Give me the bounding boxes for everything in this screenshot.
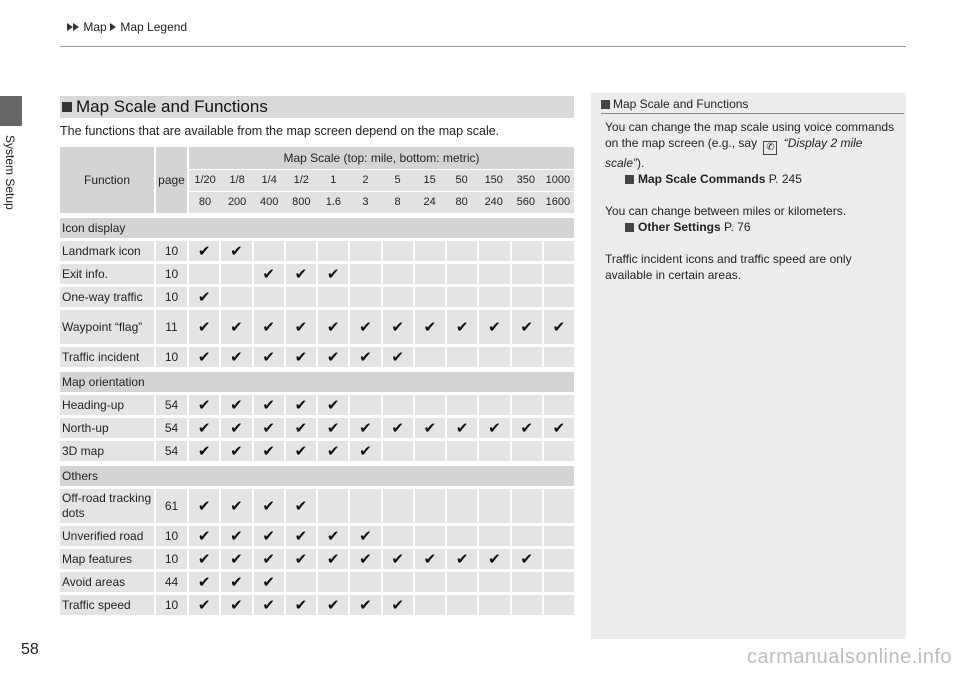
scale-km-label: 560 [516,196,535,208]
empty-cell [512,595,542,615]
empty-cell [383,572,413,592]
empty-cell [286,572,316,592]
empty-cell [286,287,316,307]
check-mark-icon: ✔ [350,310,380,344]
check-mark-icon: ✔ [318,310,348,344]
scale-mile-label: 5 [394,174,401,186]
reference-arrow-icon [625,175,634,184]
check-mark-icon: ✔ [318,441,348,461]
scale-mile-label: 1/4 [261,174,277,186]
table-row [60,287,574,307]
function-cell: One-way traffic [60,287,154,307]
breadcrumb-item-map[interactable]: Map [83,20,107,34]
check-mark-icon: ✔ [512,418,542,438]
check-mark-icon: ✔ [350,347,380,367]
empty-cell [479,264,509,284]
empty-cell [350,489,380,523]
check-mark-icon: ✔ [318,264,348,284]
square-bullet-icon [62,102,72,112]
header-divider [60,46,906,47]
page-cell: 44 [156,572,187,592]
check-mark-icon: ✔ [221,418,251,438]
check-mark-icon: ✔ [286,264,316,284]
empty-cell [383,489,413,523]
check-mark-icon: ✔ [254,418,284,438]
scale-km-label: 200 [227,196,247,208]
check-mark-icon: ✔ [189,526,219,546]
table-row [60,595,574,615]
scale-mile-label: 2 [362,174,369,186]
empty-cell [383,441,413,461]
function-cell: Waypoint “flag” [60,310,154,344]
cross-reference[interactable] [605,171,897,187]
check-mark-icon: ✔ [286,549,316,569]
empty-cell [512,572,542,592]
check-mark-icon: ✔ [415,310,445,344]
scale-km-label: 1600 [545,196,571,208]
empty-cell [350,241,380,261]
check-mark-icon: ✔ [479,549,509,569]
table-row [60,418,574,438]
empty-cell [512,441,542,461]
empty-cell [447,287,477,307]
empty-cell [383,287,413,307]
empty-cell [479,241,509,261]
check-mark-icon: ✔ [286,310,316,344]
category-row: Map orientation [60,372,574,392]
scale-mile-label: 15 [423,174,436,186]
scale-mile-label: 1/2 [293,174,309,186]
scale-mile-label: 150 [484,174,503,186]
notes-body [605,119,897,299]
check-mark-icon: ✔ [254,441,284,461]
reference-arrow-icon [625,223,634,232]
check-mark-icon: ✔ [286,347,316,367]
empty-cell [447,489,477,523]
check-mark-icon: ✔ [415,549,445,569]
check-mark-icon: ✔ [383,347,413,367]
scale-km-row [189,192,574,213]
check-mark-icon: ✔ [221,549,251,569]
table-body [60,218,574,615]
empty-cell [318,489,348,523]
scale-km-label: 80 [455,196,468,208]
empty-cell [221,287,251,307]
empty-cell [415,489,445,523]
empty-cell [479,287,509,307]
empty-cell [254,287,284,307]
check-mark-icon: ✔ [189,395,219,415]
empty-cell [415,395,445,415]
check-mark-icon: ✔ [318,347,348,367]
empty-cell [544,264,574,284]
empty-cell [544,441,574,461]
check-mark-icon: ✔ [189,572,219,592]
page-cell: 10 [156,287,187,307]
section-heading [60,96,574,118]
function-cell: North-up [60,418,154,438]
function-cell: Exit info. [60,264,154,284]
empty-cell [447,595,477,615]
empty-cell [350,287,380,307]
check-mark-icon: ✔ [383,549,413,569]
check-mark-icon: ✔ [479,310,509,344]
empty-cell [318,241,348,261]
breadcrumb-arrow-icon [73,23,79,31]
check-mark-icon: ✔ [254,549,284,569]
table-row [60,572,574,592]
function-cell: Landmark icon [60,241,154,261]
empty-cell [415,441,445,461]
empty-cell [512,526,542,546]
check-mark-icon: ✔ [221,572,251,592]
empty-cell [447,241,477,261]
empty-cell [512,241,542,261]
function-cell: Off-road tracking dots [60,489,154,523]
check-mark-icon: ✔ [189,287,219,307]
table-row [60,526,574,546]
note-paragraph-units [605,203,897,235]
map-scale-table [60,147,574,615]
empty-cell [447,526,477,546]
function-cell: Traffic incident [60,347,154,367]
scale-mile-label: 350 [516,174,535,186]
check-mark-icon: ✔ [189,347,219,367]
scale-mile-label: 50 [455,174,468,186]
check-mark-icon: ✔ [189,418,219,438]
check-mark-icon: ✔ [479,418,509,438]
empty-cell [350,572,380,592]
empty-cell [512,489,542,523]
empty-cell [415,287,445,307]
check-mark-icon: ✔ [221,395,251,415]
empty-cell [383,395,413,415]
cross-reference[interactable] [605,219,897,235]
empty-cell [415,526,445,546]
empty-cell [254,241,284,261]
check-mark-icon: ✔ [221,595,251,615]
empty-cell [479,395,509,415]
empty-cell [544,241,574,261]
empty-cell [447,572,477,592]
notes-divider [601,113,904,114]
function-cell: Traffic speed [60,595,154,615]
check-mark-icon: ✔ [415,418,445,438]
empty-cell [544,595,574,615]
check-mark-icon: ✔ [544,418,574,438]
empty-cell [447,264,477,284]
check-mark-icon: ✔ [254,395,284,415]
page-cell: 11 [156,310,187,344]
check-mark-icon: ✔ [286,395,316,415]
empty-cell [415,264,445,284]
function-cell: Unverified road [60,526,154,546]
check-mark-icon: ✔ [350,549,380,569]
empty-cell [544,549,574,569]
check-mark-icon: ✔ [286,418,316,438]
table-row [60,310,574,344]
empty-cell [544,287,574,307]
check-mark-icon: ✔ [221,241,251,261]
empty-cell [544,526,574,546]
empty-cell [383,264,413,284]
header-page: page [156,147,187,213]
empty-cell [447,395,477,415]
empty-cell [544,347,574,367]
empty-cell [512,347,542,367]
note-voice-quote: “Display 2 mile scale” [605,136,863,170]
empty-cell [544,489,574,523]
empty-cell [350,264,380,284]
function-cell: Avoid areas [60,572,154,592]
empty-cell [447,441,477,461]
check-mark-icon: ✔ [512,310,542,344]
header-map-scale: Map Scale (top: mile, bottom: metric) [189,147,574,169]
notes-panel [591,93,906,639]
header-function: Function [60,147,154,213]
page-cell: 10 [156,264,187,284]
check-mark-icon: ✔ [447,310,477,344]
check-mark-icon: ✔ [286,441,316,461]
empty-cell [512,264,542,284]
table-row [60,241,574,261]
scale-km-label: 240 [484,196,503,208]
page-cell: 10 [156,526,187,546]
page-cell: 10 [156,595,187,615]
scale-km-label: 800 [292,196,311,208]
check-mark-icon: ✔ [254,572,284,592]
check-mark-icon: ✔ [286,489,316,523]
page-cell: 61 [156,489,187,523]
check-mark-icon: ✔ [318,418,348,438]
scale-km-label: 80 [198,196,212,208]
check-mark-icon: ✔ [318,395,348,415]
check-mark-icon: ✔ [254,347,284,367]
chapter-label: System Setup [3,135,17,210]
breadcrumb-item-map-legend[interactable]: Map Legend [120,20,188,34]
reference-page: P. 245 [768,172,802,186]
check-mark-icon: ✔ [350,595,380,615]
check-mark-icon: ✔ [189,595,219,615]
note-text: You can change between miles or kilometers. [605,204,847,218]
empty-cell [479,441,509,461]
table-header [60,147,574,213]
check-mark-icon: ✔ [350,418,380,438]
empty-cell [479,347,509,367]
check-mark-icon: ✔ [383,418,413,438]
check-mark-icon: ✔ [254,526,284,546]
check-mark-icon: ✔ [350,441,380,461]
function-cell: Map features [60,549,154,569]
empty-cell [189,264,219,284]
scale-mile-label: 1/20 [194,174,216,186]
empty-cell [479,489,509,523]
note-icon [601,100,610,109]
page-cell: 54 [156,441,187,461]
empty-cell [415,347,445,367]
check-mark-icon: ✔ [189,441,219,461]
reference-label[interactable]: Map Scale Commands [638,172,766,186]
check-mark-icon: ✔ [318,595,348,615]
scale-km-label: 8 [394,196,401,208]
notes-title-text: Map Scale and Functions [613,97,749,111]
empty-cell [415,241,445,261]
check-mark-icon: ✔ [254,264,284,284]
section-title: Map Scale and Functions [76,97,268,116]
scale-mile-label: 1 [330,174,337,186]
scale-km-label: 1.6 [325,196,341,208]
empty-cell [479,572,509,592]
voice-command-icon: ✆ [763,141,777,155]
breadcrumb-arrow-icon [110,23,116,31]
scale-mile-label: 1000 [545,174,571,186]
check-mark-icon: ✔ [254,595,284,615]
table-row [60,489,574,523]
page-cell: 10 [156,241,187,261]
check-mark-icon: ✔ [189,310,219,344]
category-row: Icon display [60,218,574,238]
check-mark-icon: ✔ [189,489,219,523]
empty-cell [383,526,413,546]
chapter-tab [0,96,22,126]
empty-cell [286,241,316,261]
page-number: 58 [21,641,39,658]
note-text-end: ). [637,156,645,170]
watermark: carmanualsonline.info [746,646,952,668]
check-mark-icon: ✔ [383,595,413,615]
empty-cell [383,241,413,261]
scale-km-label: 24 [423,196,436,208]
notes-title [601,97,748,111]
category-row: Others [60,466,574,486]
table-row [60,441,574,461]
check-mark-icon: ✔ [221,310,251,344]
empty-cell [415,572,445,592]
check-mark-icon: ✔ [286,595,316,615]
empty-cell [544,572,574,592]
table-row [60,549,574,569]
check-mark-icon: ✔ [286,526,316,546]
check-mark-icon: ✔ [254,489,284,523]
reference-page: P. 76 [724,220,751,234]
table-row [60,347,574,367]
reference-label[interactable]: Other Settings [638,220,721,234]
scale-km-label: 3 [362,196,369,208]
empty-cell [544,395,574,415]
section-intro: The functions that are available from the map screen depend on the map scale. [60,124,500,138]
check-mark-icon: ✔ [350,526,380,546]
check-mark-icon: ✔ [221,526,251,546]
check-mark-icon: ✔ [318,549,348,569]
function-cell: Heading-up [60,395,154,415]
function-cell: 3D map [60,441,154,461]
page-cell: 54 [156,395,187,415]
empty-cell [479,595,509,615]
empty-cell [350,395,380,415]
check-mark-icon: ✔ [221,347,251,367]
page-cell: 54 [156,418,187,438]
check-mark-icon: ✔ [383,310,413,344]
table-row [60,395,574,415]
empty-cell [479,526,509,546]
check-mark-icon: ✔ [189,241,219,261]
check-mark-icon: ✔ [318,526,348,546]
page-cell: 10 [156,347,187,367]
check-mark-icon: ✔ [189,549,219,569]
check-mark-icon: ✔ [254,310,284,344]
scale-miles-row [189,170,574,191]
empty-cell [318,287,348,307]
check-mark-icon: ✔ [447,418,477,438]
check-mark-icon: ✔ [512,549,542,569]
table-row [60,264,574,284]
empty-cell [318,572,348,592]
breadcrumb [67,20,187,34]
check-mark-icon: ✔ [221,489,251,523]
scale-km-label: 400 [260,196,279,208]
empty-cell [512,395,542,415]
check-mark-icon: ✔ [447,549,477,569]
empty-cell [221,264,251,284]
empty-cell [415,595,445,615]
note-text: You can change the map scale using voice commands on the map screen (e.g., say [605,120,895,150]
note-paragraph-traffic: Traffic incident icons and traffic speed are only available in certain areas. [605,252,852,282]
page-cell: 10 [156,549,187,569]
check-mark-icon: ✔ [221,441,251,461]
check-mark-icon: ✔ [544,310,574,344]
scale-mile-label: 1/8 [229,174,245,186]
empty-cell [447,347,477,367]
empty-cell [512,287,542,307]
note-paragraph-voice [605,119,897,187]
